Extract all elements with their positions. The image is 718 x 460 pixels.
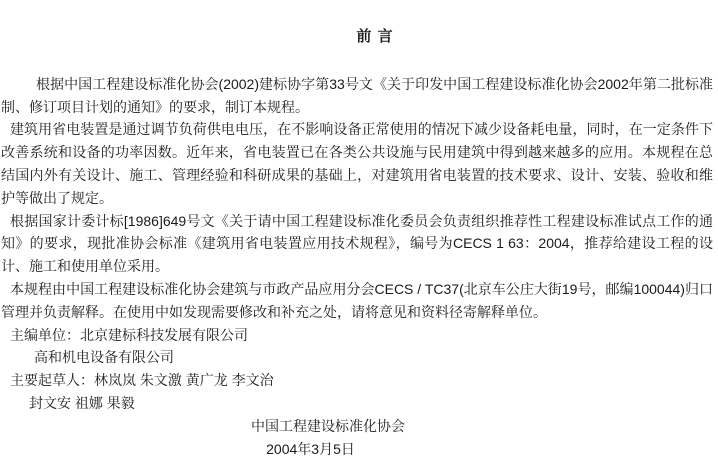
chief-editor-unit-line-2: 高和机电设备有限公司 xyxy=(34,349,174,366)
issuing-organization: 中国工程建设标准化协会 xyxy=(251,417,405,434)
paragraph-basis: 根据中国工程建设标准化协会(2002)建标协字第33号文《关于印发中国工程建设标准化协会2002年第二批标准制、修订项目计划的通知》的要求，制订本规程。 xyxy=(1,75,713,115)
drafters-line-2: 封文安 祖娜 果毅 xyxy=(29,394,135,411)
issue-date: 2004年3月5日 xyxy=(266,440,355,457)
paragraph-approval: 根据国家计委计标[1986]649号文《关于请中国工程建设标准化委员会负责组织推荐性工程建设标准试点工作的通知》的要求，现批准协会标准《建筑用省电装置应用技术规程》，编号为CECS 1 63：2004，推荐给建设工程的设计、施工和使用单位采用。 xyxy=(1,212,713,275)
paragraph-administration: 本规程由中国工程建设标准化协会建筑与市政产品应用分会CECS / TC37(北京车公庄大街19号，邮编100044)归口管理并负责解释。在使用中如发现需要修改和补充之处，请将意见和资料径寄解释单位。 xyxy=(1,280,713,320)
paragraph-overview: 建筑用省电装置是通过调节负荷供电电压，在不影响设备正常使用的情况下减少设备耗电量，同时，在一定条件下改善系统和设备的功率因数。近年来，省电装置已在各类公共设施与民用建筑中得到越来越多的应用。本规程在总结国内外有关设计、施工、管理经验和科研成果的基础上，对建筑用省电装置的技术要求、设计、安装、验收和维护等做出了规定。 xyxy=(1,121,713,206)
chief-editor-unit-line-1: 主编单位：北京建标科技发展有限公司 xyxy=(10,326,248,343)
drafters-line-1: 主要起草人：林岚岚 朱文激 黄广龙 李文治 xyxy=(10,372,274,389)
page-title: 前 言 xyxy=(356,28,394,45)
